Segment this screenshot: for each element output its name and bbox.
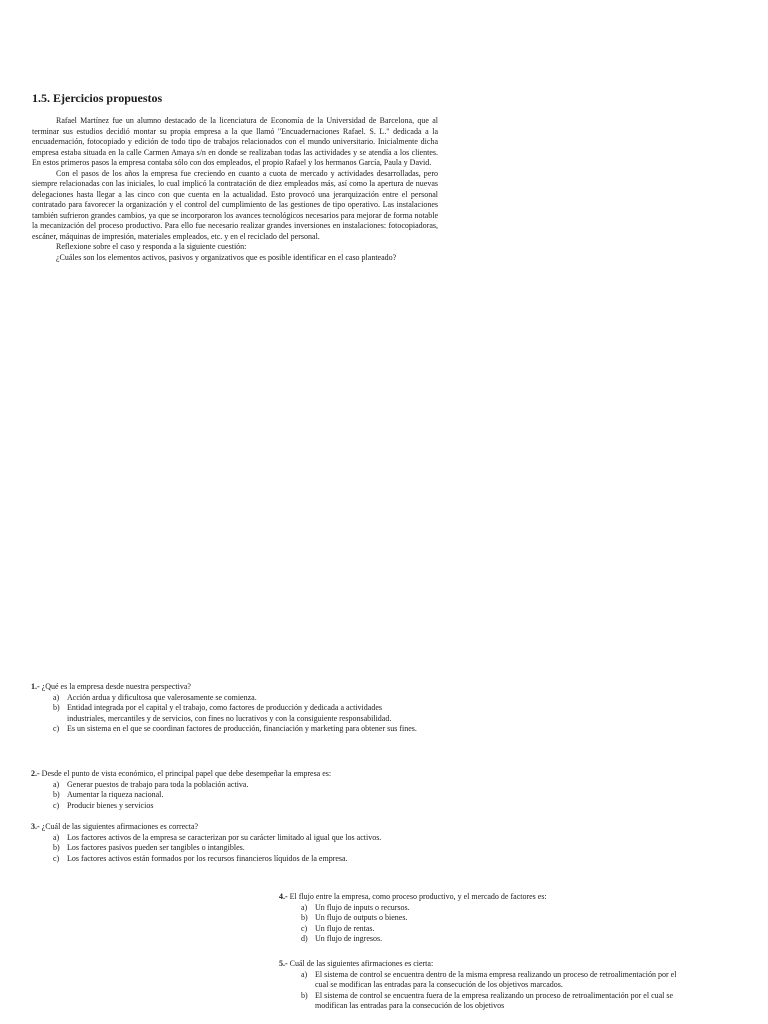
- option-letter: c): [53, 724, 60, 733]
- question-number: 2.-: [31, 769, 40, 778]
- question-stem: ¿Cuál de las siguientes afirmaciones es correcta?: [41, 822, 199, 831]
- case-instruction: Reflexione sobre el caso y responda a la siguiente cuestión:: [56, 242, 247, 251]
- question-number: 3.-: [31, 822, 40, 831]
- question-stem: El flujo entre la empresa, como proceso productivo, y el mercado de factores es:: [289, 892, 547, 901]
- option-text: Aumentar la riqueza nacional.: [67, 790, 164, 799]
- option-letter: b): [301, 990, 308, 1000]
- option-list: [279, 903, 639, 945]
- case-study: [32, 116, 438, 263]
- option-letter: d): [301, 934, 308, 943]
- question-4: [279, 892, 639, 945]
- option: [279, 913, 639, 924]
- question-number: 4.-: [279, 892, 288, 901]
- option: [31, 790, 419, 801]
- option-text: Acción ardua y dificultosa que valerosamente se comienza.: [67, 692, 257, 702]
- section-title: 1.5. Ejercicios propuestos: [32, 91, 163, 105]
- option: [31, 724, 419, 735]
- case-paragraph: Rafael Martínez fue un alumno destacado de la licenciatura de Economía de la Universidad de Barcelona, que al terminar sus estudios decidió montar su propia empresa a la que llamó "Encuadernaciones Rafael. S. L." dedicada a la encuadernación, fotocopiado y edición de todo tipo de trabajos relacionados con el mundo universitario. Inicialmente dicha empresa estaba situada en la calle Carmen Amaya s/n en donde se realizaban todas las actividades y se atendía a los clientes. En estos primeros pasos la empresa contaba sólo con dos empleados, el propio Rafael y los hermanos García, Paula y David.: [32, 116, 438, 167]
- option-letter: a): [53, 692, 60, 702]
- option-letter: a): [301, 902, 308, 912]
- option-letter: b): [53, 790, 60, 799]
- case-paragraph: Con el pasos de los años la empresa fue creciendo en cuanto a cuota de mercado y actividades desarrolladas, pero siempre relacionadas con las iniciales, lo cual implicó la contratación de diez empleados más, así como la apertura de nuevas delegaciones hasta llegar a las cinco con que cuenta en la actualidad. Esto provocó una jerarquización entre el personal contratado para favorecer la organización y el control del cumplimiento de las gestiones de tipo operativo. Las instalaciones también sufrieron grandes cambios, ya que se incorporaron los avances tecnológicos necesarios para mejorar de forma notable la mecanización del proceso productivo. Para ello fue necesario realizar grandes inversiones en instalaciones: fotocopiadoras, escáner, máquinas de impresión, materiales empleados, etc. y en el reciclado del personal.: [32, 168, 438, 241]
- option-text: El sistema de control se encuentra dentro de la misma empresa realizando un proceso de retroalimentación por el cual se modifican las entradas para la consecución de los objetivos marcados.: [315, 969, 677, 989]
- question-number: 1.-: [31, 682, 40, 691]
- option-letter: c): [53, 800, 60, 810]
- question-5: [279, 959, 679, 1012]
- option-letter: a): [301, 969, 308, 979]
- option-text: Los factores activos están formados por los recursos financieros líquidos de la empresa.: [67, 853, 348, 863]
- option-text: Un flujo de ingresos.: [315, 934, 383, 943]
- option: [31, 843, 419, 854]
- option-letter: a): [53, 779, 60, 789]
- option: [279, 970, 679, 991]
- option-letter: c): [301, 923, 308, 933]
- option-letter: c): [53, 853, 60, 863]
- option: [279, 903, 639, 914]
- option-text: Entidad integrada por el capital y el trabajo, como factores de producción y dedicada a actividades industriales, mercantiles y de servicios, con fines no lucrativos y con la consiguiente responsabilidad.: [67, 703, 392, 723]
- option-list: [31, 833, 419, 865]
- option-text: Generar puestos de trabajo para toda la población activa.: [67, 779, 249, 789]
- option: [31, 693, 419, 704]
- option-letter: a): [53, 832, 60, 842]
- option-text: Es un sistema en el que se coordinan factores de producción, financiación y marketing para obtener sus fines.: [67, 724, 417, 733]
- question-stem: ¿Qué es la empresa desde nuestra perspectiva?: [41, 682, 191, 691]
- case-question: ¿Cuáles son los elementos activos, pasivos y organizativos que es posible identificar en el caso planteado?: [56, 252, 397, 262]
- question-1: [31, 682, 419, 735]
- option: [31, 801, 419, 812]
- question-number: 5.-: [279, 959, 288, 968]
- question-2: [31, 769, 419, 811]
- option: [279, 924, 639, 935]
- option-list: [279, 970, 679, 1012]
- option-text: Un flujo de outputs o bienes.: [315, 913, 408, 922]
- option: [31, 854, 419, 865]
- question-stem: Desde el punto de vista económico, el principal papel que debe desempeñar la empresa es:: [41, 769, 332, 778]
- option: [279, 934, 639, 945]
- option-list: [31, 693, 419, 735]
- option-letter: b): [53, 703, 60, 712]
- option-text: Los factores pasivos pueden ser tangibles o intangibles.: [67, 843, 245, 852]
- option-text: Un flujo de rentas.: [315, 923, 375, 933]
- option-letter: b): [53, 843, 60, 852]
- option: [31, 780, 419, 791]
- option-text: Los factores activos de la empresa se caracterizan por su carácter limitado al igual que los activos.: [67, 832, 382, 842]
- question-3: [31, 822, 419, 864]
- option: [31, 833, 419, 844]
- option-list: [31, 780, 419, 812]
- option-text: El sistema de control se encuentra fuera de la empresa realizando un proceso de retroalimentación por el cual se modifican las entradas para la consecución de los objetivos: [315, 990, 674, 1010]
- option-text: Un flujo de inputs o recursos.: [315, 902, 410, 912]
- question-stem: Cuál de las siguientes afirmaciones es cierta:: [289, 959, 434, 968]
- option: [31, 703, 419, 724]
- option: [279, 991, 679, 1012]
- option-letter: b): [301, 913, 308, 922]
- option-text: Producir bienes y servicios: [67, 800, 154, 810]
